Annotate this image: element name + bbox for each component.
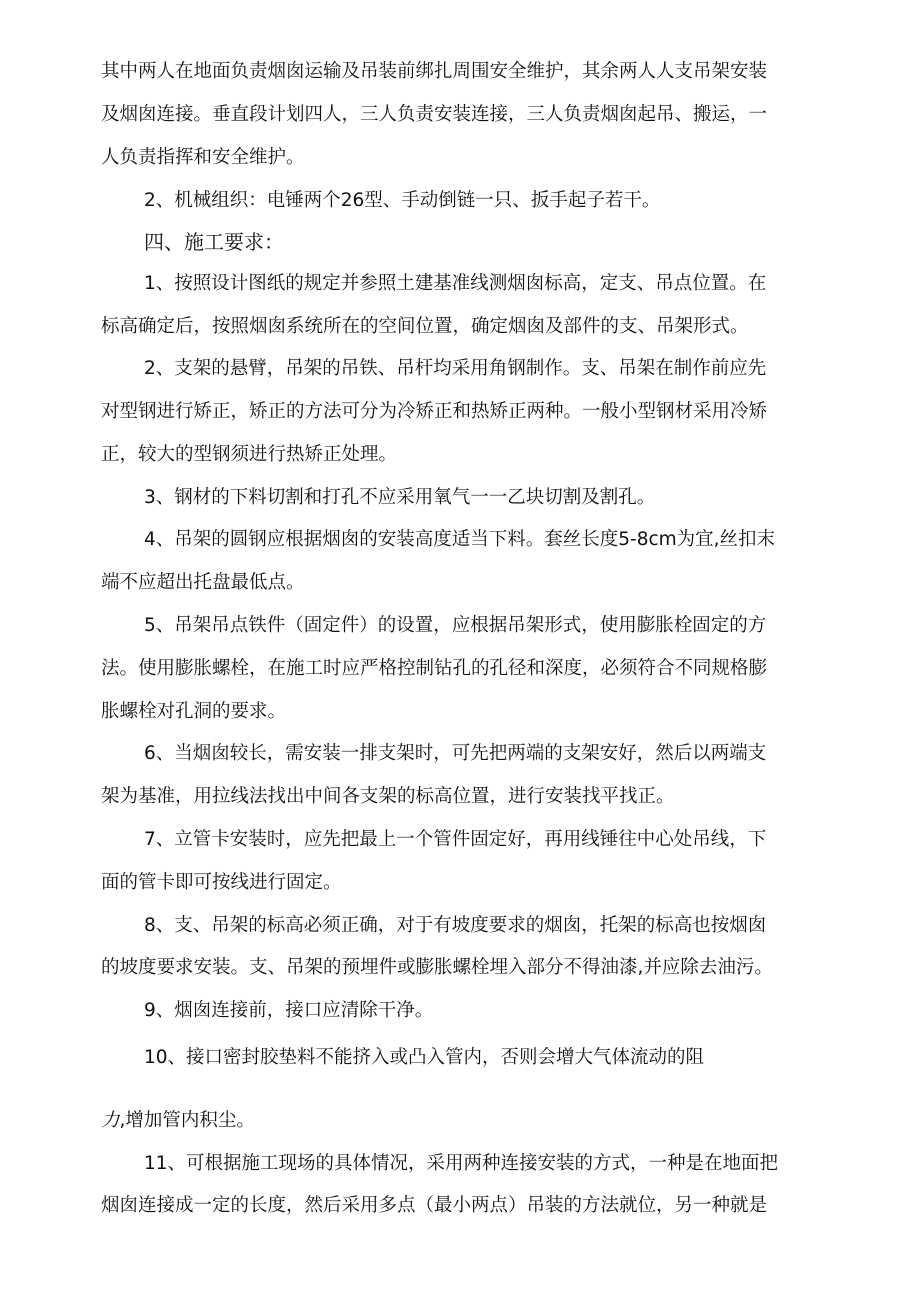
text-line: 标高确定后，按照烟囱系统所在的空间位置，确定烟囱及部件的支、吊架形式。	[101, 316, 749, 337]
text-fragment: ,增加管内积尘。	[119, 1110, 255, 1131]
text-line	[101, 1108, 255, 1134]
text-line: 端不应超出托盘最低点。	[101, 572, 305, 593]
text-line: 5、吊架吊点铁件（固定件）的设置，应根据吊架形式，使用膨胀栓固定的方	[144, 615, 767, 636]
text-line: 3、钢材的下料切割和打孔不应采用氧气一一乙块切割及割孔。	[144, 487, 656, 508]
text-line: 正，较大的型钢须进行热矫正处理。	[101, 444, 398, 465]
text-line: 的坡度要求安装。支、吊架的预埋件或膨胀螺栓埋入部分不得油漆,并应除去油污。	[101, 957, 773, 978]
section-heading: 四、施工要求：	[144, 230, 284, 254]
text-line: 11、可根据施工现场的具体情况，采用两种连接安装的方式，一种是在地面把	[144, 1153, 779, 1174]
text-line: 6、当烟囱较长，需安装一排支架时，可先把两端的支架安好，然后以两端支	[144, 743, 767, 764]
text-line: 9、烟囱连接前，接口应清除干净。	[144, 1000, 434, 1021]
text-line: 2、机械组织：电锤两个26型、手动倒链一只、扳手起子若干。	[144, 190, 661, 211]
text-line: 10、接口密封胶垫料不能挤入或凸入管内，否则会增大气体流动的阻	[144, 1047, 705, 1068]
text-line: 架为基准，用拉线法找出中间各支架的标高位置，进行安装找平找正。	[101, 786, 675, 807]
text-line: 8、支、吊架的标高必须正确，对于有坡度要求的烟囱，托架的标高也按烟囱	[144, 915, 767, 936]
text-line: 烟囱连接成一定的长度，然后采用多点（最小两点）吊装的方法就位，另一种就是	[101, 1195, 768, 1216]
text-line: 人负责指挥和安全维护。	[101, 147, 305, 168]
text-fragment: 力	[101, 1110, 120, 1131]
text-line: 其中两人在地面负责烟囱运输及吊装前绑扎周围安全维护，其余两人人支吊架安装	[101, 61, 768, 82]
text-line: 7、立管卡安装时，应先把最上一个管件固定好，再用线锤往中心处吊线，下	[144, 829, 767, 850]
text-line: 2、支架的悬臂，吊架的吊铁、吊杆均采用角钢制作。支、吊架在制作前应先	[144, 358, 767, 379]
text-line: 面的管卡即可按线进行固定。	[101, 872, 342, 893]
text-line: 1、按照设计图纸的规定并参照土建基准线测烟囱标高，定支、吊点位置。在	[144, 273, 767, 294]
text-line: 4、吊架的圆钢应根据烟囱的安装高度适当下料。套丝长度5-8cm为宜,丝扣末	[144, 529, 776, 550]
text-line: 对型钢进行矫正，矫正的方法可分为冷矫正和热矫正两种。一般小型钢材采用冷矫	[101, 401, 768, 422]
text-line: 法。使用膨胀螺栓，在施工时应严格控制钻孔的孔径和深度，必须符合不同规格膨	[101, 658, 768, 679]
text-line: 胀螺栓对孔洞的要求。	[101, 701, 287, 722]
text-line: 及烟囱连接。垂直段计划四人，三人负责安装连接，三人负责烟囱起吊、搬运，一	[101, 104, 768, 125]
